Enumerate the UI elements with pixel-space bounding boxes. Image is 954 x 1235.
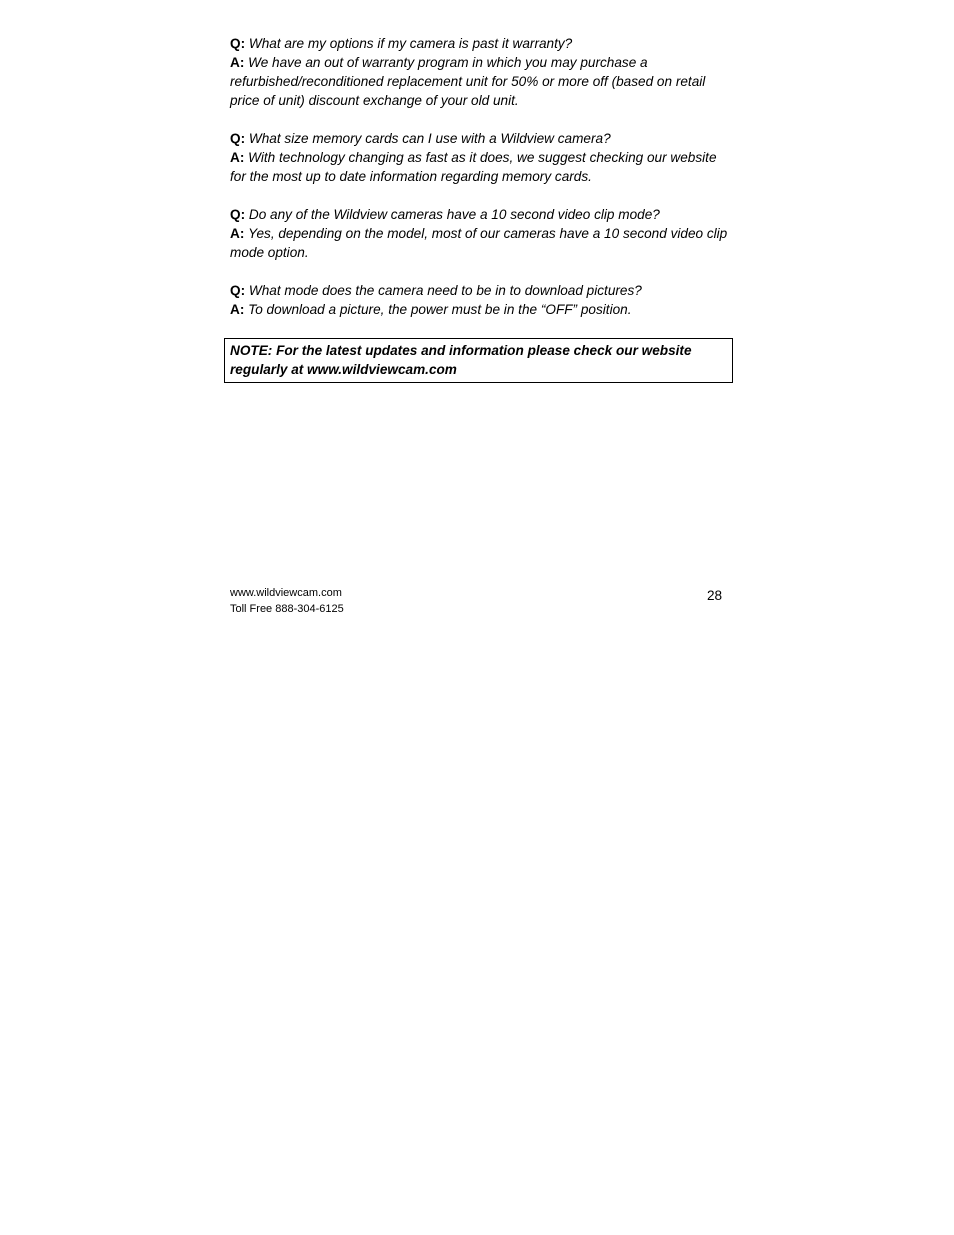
faq-item (230, 281, 730, 319)
faq-answer (230, 53, 730, 110)
answer-text: To download a picture, the power must be in the “OFF” position. (248, 302, 632, 317)
faq-answer (230, 300, 730, 319)
faq-question (230, 205, 730, 224)
note-box (224, 338, 733, 383)
answer-label: A: (230, 55, 245, 70)
faq-answer (230, 224, 730, 262)
answer-label: A: (230, 302, 245, 317)
question-text: What are my options if my camera is past it warranty? (248, 36, 573, 51)
answer-label: A: (230, 226, 245, 241)
answer-text: We have an out of warranty program in which you may purchase a refurbished/reconditioned replacement unit for 50% or more off (based on retail price of unit) discount exchange of your old unit. (230, 55, 706, 108)
footer-contact (230, 586, 344, 617)
note-text: NOTE: For the latest updates and information please check our website regularly at www.wildviewcam.com (230, 343, 692, 377)
faq-question (230, 34, 730, 53)
question-label: Q: (230, 207, 246, 222)
faq-question (230, 129, 730, 148)
answer-text: With technology changing as fast as it does, we suggest checking our website for the most up to date information regarding memory cards. (230, 150, 717, 184)
question-label: Q: (230, 36, 246, 51)
answer-label: A: (230, 150, 245, 165)
faq-item (230, 129, 730, 186)
question-label: Q: (230, 131, 246, 146)
page-number: 28 (707, 588, 723, 603)
question-text: What mode does the camera need to be in to download pictures? (248, 283, 642, 298)
question-text: Do any of the Wildview cameras have a 10 second video clip mode? (248, 207, 660, 222)
faq-item (230, 34, 730, 110)
faq-question (230, 281, 730, 300)
question-label: Q: (230, 283, 246, 298)
faq-answer (230, 148, 730, 186)
question-text: What size memory cards can I use with a Wildview camera? (248, 131, 611, 146)
footer-website: www.wildviewcam.com (230, 587, 342, 599)
answer-text: Yes, depending on the model, most of our cameras have a 10 second video clip mode option. (230, 226, 728, 260)
footer-phone: Toll Free 888-304-6125 (230, 602, 344, 615)
faq-item (230, 205, 730, 262)
